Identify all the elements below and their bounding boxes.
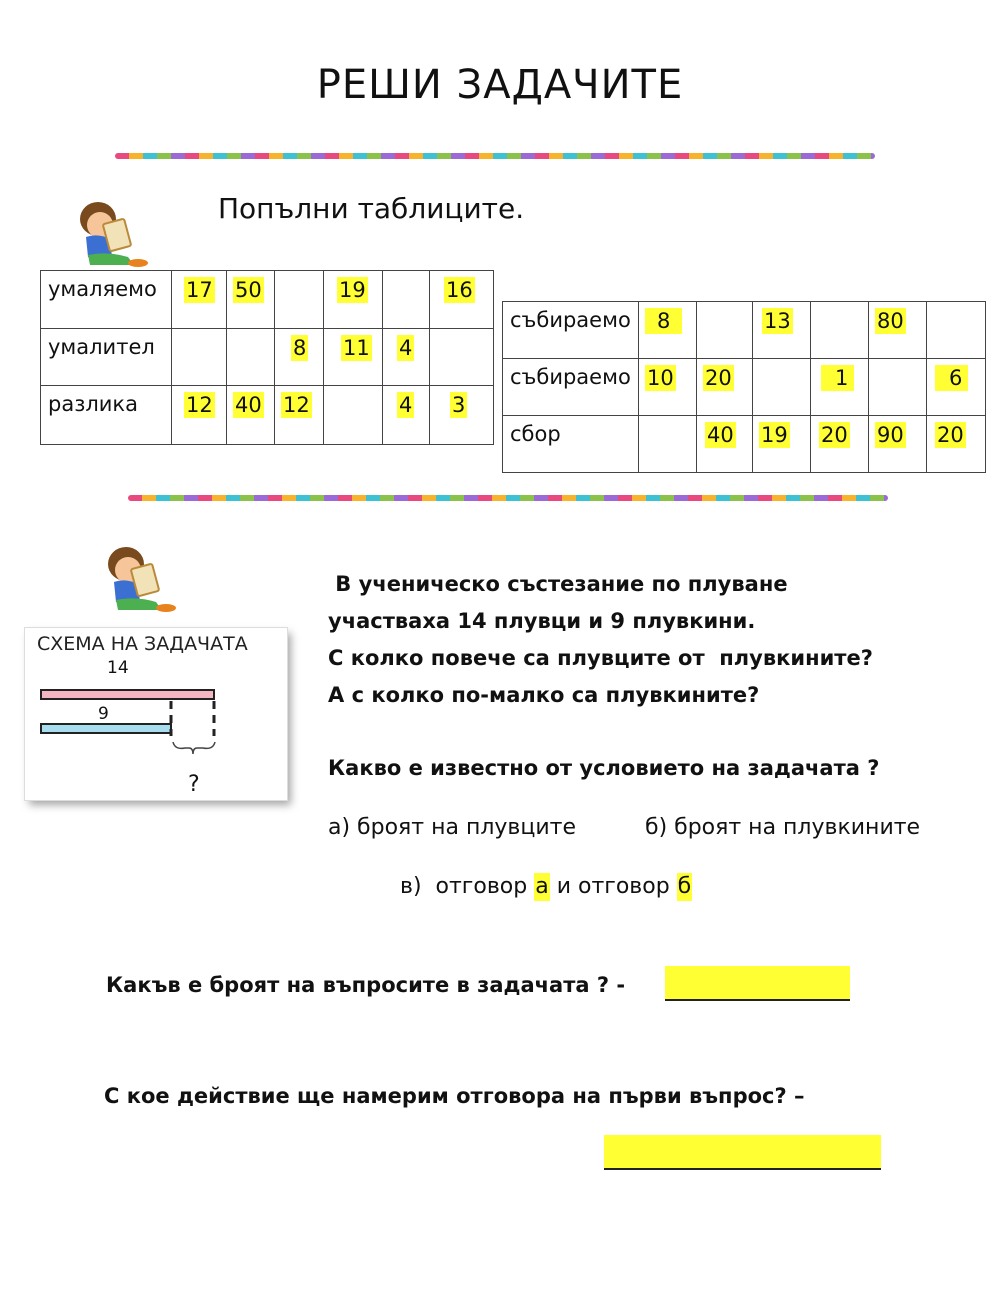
page-title: РЕШИ ЗАДАЧИТЕ	[316, 62, 684, 108]
table-cell[interactable]: 12	[186, 393, 213, 417]
table-cell[interactable]: 10	[647, 366, 674, 390]
table-cell[interactable]: 6	[935, 365, 968, 391]
instruction-text: Попълни таблиците.	[218, 192, 525, 225]
table-cell[interactable]: 4	[399, 393, 413, 417]
table-row	[503, 359, 986, 416]
table-cell[interactable]: 20	[937, 423, 964, 447]
option-c-prefix: в) отговор	[400, 874, 535, 899]
problem-text	[328, 566, 873, 714]
table-row	[41, 271, 494, 329]
row-label: събираемо	[503, 302, 639, 359]
table-cell[interactable]: 8	[293, 336, 307, 360]
table-row	[503, 302, 986, 359]
subtraction-table	[40, 270, 494, 445]
table-cell[interactable]: 17	[186, 278, 213, 302]
row-label: сбор	[503, 416, 639, 473]
scheme-bottom-value: 9	[98, 704, 109, 724]
option-a[interactable]: а) броят на плувците	[328, 815, 577, 840]
table-cell[interactable]: 3	[452, 393, 466, 417]
kid-reading-icon	[96, 540, 186, 615]
option-c-answer-b: б	[677, 874, 692, 899]
table-cell[interactable]: 1	[821, 365, 854, 391]
table-cell-empty[interactable]	[697, 302, 753, 359]
kid-reading-icon	[68, 195, 158, 270]
scheme-unknown: ?	[188, 772, 200, 797]
table-cell-empty[interactable]	[639, 416, 697, 473]
table-cell-empty[interactable]	[172, 329, 227, 386]
table-cell-empty[interactable]	[869, 359, 927, 416]
table-cell-empty[interactable]	[430, 329, 494, 386]
scheme-top-value: 14	[107, 658, 129, 678]
problem-line: С колко повече са плувците от плувкините?	[328, 646, 873, 670]
table-cell[interactable]: 40	[707, 423, 734, 447]
problem-line: участваха 14 плувци и 9 плувкини.	[328, 609, 756, 633]
table-cell-empty[interactable]	[753, 359, 811, 416]
answer-field-operation[interactable]	[604, 1135, 881, 1170]
table-cell[interactable]: 8	[645, 308, 682, 334]
option-b[interactable]: б) броят на плувкините	[645, 815, 921, 840]
scheme-title: СХЕМА НА ЗАДАЧАТА	[37, 633, 248, 655]
table-cell[interactable]: 20	[705, 366, 732, 390]
option-c-answer-a: а	[535, 874, 549, 899]
addition-table	[502, 301, 986, 473]
table-cell[interactable]: 20	[821, 423, 848, 447]
table-cell-empty[interactable]	[227, 329, 275, 386]
blue-bar	[41, 724, 171, 733]
row-label: умаляемо	[41, 271, 172, 329]
table-row	[41, 386, 494, 445]
table-cell[interactable]: 12	[283, 393, 310, 417]
table-cell-empty[interactable]	[927, 302, 986, 359]
table-cell-empty[interactable]	[275, 271, 324, 329]
brace	[173, 742, 215, 754]
table-cell[interactable]: 90	[877, 423, 904, 447]
table-cell[interactable]: 16	[446, 278, 473, 302]
divider-top	[115, 153, 875, 159]
table-cell[interactable]: 50	[235, 278, 262, 302]
option-c[interactable]	[400, 873, 692, 901]
table-cell[interactable]: 40	[235, 393, 262, 417]
problem-line: В ученическо състезание по плуване	[328, 572, 788, 596]
question-operation: С кое действие ще намерим отговора на първи въпрос? –	[104, 1084, 805, 1108]
table-cell-empty[interactable]	[324, 386, 383, 445]
divider-middle	[128, 495, 888, 501]
pink-bar	[41, 690, 214, 699]
row-label: събираемо	[503, 359, 639, 416]
table-cell[interactable]: 11	[343, 336, 370, 360]
scheme-bars	[25, 628, 287, 800]
table-cell[interactable]: 80	[877, 309, 904, 333]
answer-field-count[interactable]	[665, 966, 850, 1001]
option-c-mid: и отговор	[549, 874, 677, 899]
row-label: разлика	[41, 386, 172, 445]
table-cell[interactable]: 4	[399, 336, 413, 360]
table-row	[41, 329, 494, 386]
table-cell[interactable]: 13	[764, 309, 791, 333]
row-label: умалител	[41, 329, 172, 386]
table-cell-empty[interactable]	[811, 302, 869, 359]
table-cell[interactable]: 19	[761, 423, 788, 447]
question-known: Какво е известно от условието на задачата ?	[328, 756, 880, 780]
table-cell[interactable]: 19	[339, 278, 366, 302]
problem-line: А с колко по-малко са плувкините?	[328, 683, 760, 707]
question-count: Какъв е броят на въпросите в задачата ? -	[106, 973, 626, 997]
problem-scheme	[25, 628, 287, 800]
table-cell-empty[interactable]	[383, 271, 430, 329]
table-row	[503, 416, 986, 473]
